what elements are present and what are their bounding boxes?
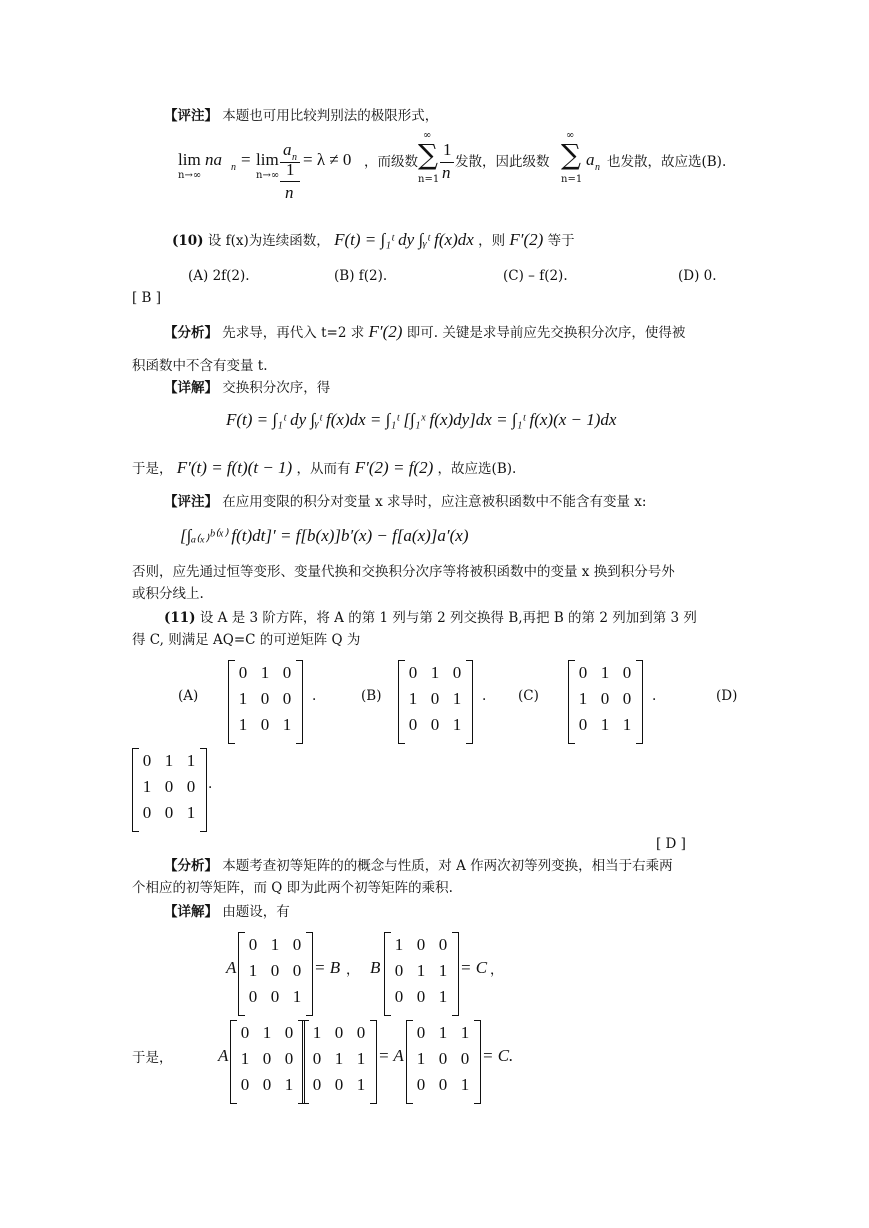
matrix-cell: 0 (142, 803, 152, 822)
matrix-cell: 1 (292, 987, 302, 1006)
q11-option-a-matrix (228, 660, 304, 742)
matrix-cell: 0 (164, 777, 174, 796)
mid-text-2: 发散，因此级数 (455, 154, 550, 170)
q11-option-c-label: (C) (518, 688, 539, 704)
detail11-A1: A (226, 958, 237, 977)
detail10-text2: 于是， (132, 461, 173, 477)
detail10-heading (164, 378, 330, 398)
detail11-B: B (370, 958, 381, 977)
matrix-cell: 0 (238, 663, 248, 682)
q11-number: (11) (164, 610, 196, 626)
q11-option-d-matrix (132, 748, 208, 830)
matrix-cell: 1 (142, 777, 152, 796)
matrix-cell: 0 (408, 663, 418, 682)
matrix-cell: 0 (262, 1075, 272, 1094)
matrix-cell: 0 (164, 803, 174, 822)
q10-option-b: (B) f(2). (334, 268, 388, 284)
remark-tag: 【评注】 (164, 108, 218, 124)
matrix-cell: 1 (260, 663, 270, 682)
remark10-text2: 否则，应先通过恒等变形、变量代换和交换积分次序等将被积函数中的变量 x 换到积分号外 (132, 564, 675, 580)
lim-sub-1: n→∞ (178, 170, 202, 181)
na-sub: n (231, 162, 236, 173)
matrix-cell: 0 (284, 1023, 294, 1042)
matrix-cell: 1 (578, 689, 588, 708)
analysis11-text1: 本题考查初等矩阵的的概念与性质，对 A 作两次初等列变换，相当于右乘两 (222, 858, 673, 874)
matrix-cell: 1 (438, 987, 448, 1006)
matrix-cell: 0 (240, 1075, 250, 1094)
matrix-cell: 1 (284, 1075, 294, 1094)
matrix-cell: 0 (292, 961, 302, 980)
detail11-A2: A (218, 1046, 229, 1065)
sum1-frac-n: n (442, 163, 451, 182)
matrix-cell: 1 (238, 689, 248, 708)
detail11-matrix1 (238, 932, 314, 1014)
q11-option-c-dot: . (652, 688, 657, 704)
matrix-cell: 0 (292, 935, 302, 954)
q11-option-c-matrix (568, 660, 644, 742)
analysis10-line2: 积函数中不含有变量 t. (132, 358, 268, 374)
matrix-cell: 1 (164, 751, 174, 770)
matrix-cell: 1 (438, 961, 448, 980)
analysis10-text1: 先求导，再代入 t=2 求 (222, 325, 365, 341)
q10-text2: ，则 (478, 233, 506, 249)
q11-text1: 设 A 是 3 阶方阵，将 A 的第 1 列与第 2 列交换得 B,再把 B 的第 2 列加到第 3 列 (199, 610, 697, 626)
q10-option-c: (C) – f(2). (503, 268, 568, 284)
q10-option-a: (A) 2f(2). (188, 268, 250, 284)
matrix-cell: 1 (600, 715, 610, 734)
matrix-cell: 0 (416, 987, 426, 1006)
sum1-bot: n=1 (418, 174, 440, 185)
q10-option-d: (D) 0. (678, 268, 717, 284)
detail10-formula3: F′(2) = f(2) (354, 458, 434, 477)
remark10-text: 在应用变限的积分对变量 x 求导时，应注意被积函数中不能含有变量 x: (222, 494, 647, 510)
sum2-sigma: ∑ (561, 138, 581, 171)
matrix-cell: 0 (578, 663, 588, 682)
matrix-cell: 0 (142, 751, 152, 770)
matrix-cell: 0 (394, 987, 404, 1006)
remark10-heading (164, 492, 646, 512)
matrix-cell: 0 (416, 935, 426, 954)
matrix-cell: 1 (438, 1023, 448, 1042)
detail11-matrix2 (384, 932, 460, 1014)
remark10-tag: 【评注】 (164, 494, 218, 510)
matrix-cell: 0 (282, 689, 292, 708)
analysis11-line2: 个相应的初等矩阵，而 Q 即为此两个初等矩阵的乘积. (132, 880, 453, 896)
detail11-eqC: = C (460, 958, 488, 977)
matrix-cell: 1 (430, 663, 440, 682)
matrix-cell: 1 (312, 1023, 322, 1042)
remark-heading (164, 106, 438, 126)
matrix-cell: 1 (282, 715, 292, 734)
na-term: na (205, 150, 222, 169)
frac-n: n (285, 183, 294, 202)
q11-option-d-dot: . (208, 776, 213, 792)
detail11-heading (164, 902, 290, 922)
frac-bar-2 (280, 181, 300, 182)
q11-option-a-dot: . (312, 688, 317, 704)
detail10-text4: ，故应选(B). (437, 461, 517, 477)
q11-line1 (164, 608, 697, 628)
detail10-formula: F(t) = ∫₁ᵗ dy ∫ᵧᵗ f(x)dx = ∫₁ᵗ [∫₁ˣ f(x)dy]dx = ∫₁ᵗ f(x)(x − 1)dx (226, 410, 617, 429)
matrix-cell: 0 (260, 689, 270, 708)
sum2-an: a (586, 150, 595, 169)
matrix-cell: 1 (416, 961, 426, 980)
detail11-matrix5 (406, 1020, 482, 1102)
matrix-cell: 1 (262, 1023, 272, 1042)
detail10-conclusion (132, 458, 516, 479)
matrix-cell: 0 (186, 777, 196, 796)
matrix-cell: 0 (240, 1023, 250, 1042)
q10-answer: [ B ] (132, 290, 162, 306)
matrix-cell: 0 (356, 1023, 366, 1042)
lambda-part: = λ ≠ 0 (303, 150, 352, 169)
matrix-cell: 1 (270, 935, 280, 954)
q11-option-a-label: (A) (178, 688, 199, 704)
detail10-text3: ，从而有 (296, 461, 351, 477)
analysis10-line1 (164, 322, 685, 343)
matrix-cell: 0 (600, 689, 610, 708)
matrix-cell: 1 (460, 1075, 470, 1094)
q11-option-b-label: (B) (361, 688, 382, 704)
matrix-cell: 1 (334, 1049, 344, 1068)
frac-one: 1 (286, 160, 295, 179)
matrix-cell: 0 (334, 1023, 344, 1042)
matrix-cell: 0 (430, 689, 440, 708)
matrix-cell: 0 (622, 663, 632, 682)
frac-an: a (283, 140, 292, 159)
analysis10-formula: F′(2) (368, 322, 403, 341)
remark-text: 本题也可用比较判别法的极限形式， (222, 108, 439, 124)
matrix-cell: 0 (438, 1075, 448, 1094)
matrix-cell: 0 (282, 663, 292, 682)
matrix-cell: 0 (622, 689, 632, 708)
matrix-cell: 0 (334, 1075, 344, 1094)
matrix-cell: 1 (186, 803, 196, 822)
matrix-cell: 1 (356, 1049, 366, 1068)
matrix-cell: 0 (248, 987, 258, 1006)
matrix-cell: 0 (312, 1075, 322, 1094)
frac-an-sub: n (292, 152, 297, 163)
q11-line2: 得 C, 则满足 AQ=C 的可逆矩阵 Q 为 (132, 632, 361, 648)
sum2-top: ∞ (566, 130, 575, 141)
matrix-cell: 0 (248, 935, 258, 954)
matrix-cell: 1 (622, 715, 632, 734)
matrix-cell: 1 (452, 689, 462, 708)
matrix-cell: 0 (260, 715, 270, 734)
detail11-yushi: 于是， (132, 1050, 173, 1066)
matrix-cell: 0 (394, 961, 404, 980)
analysis10-tag: 【分析】 (164, 325, 218, 341)
matrix-cell: 0 (578, 715, 588, 734)
q11-option-b-dot: . (482, 688, 487, 704)
detail11-comma1: ， (346, 962, 360, 978)
q10-formula2: F′(2) (509, 230, 544, 249)
q11-option-d-label: (D) (716, 688, 738, 704)
matrix-cell: 0 (438, 935, 448, 954)
detail11-eqC2: = C. (482, 1046, 514, 1065)
matrix-cell: 1 (460, 1023, 470, 1042)
matrix-cell: 1 (416, 1049, 426, 1068)
sum2-an-sub: n (595, 162, 600, 173)
matrix-cell: 0 (416, 1023, 426, 1042)
q11-option-b-matrix (398, 660, 474, 742)
q10-text1: 设 f(x)为连续函数， (207, 233, 330, 249)
matrix-cell: 0 (460, 1049, 470, 1068)
matrix-cell: 0 (430, 715, 440, 734)
q10-text3: 等于 (547, 233, 575, 249)
tail-text: 也发散，故应选(B). (607, 154, 727, 170)
detail11-tag: 【详解】 (164, 904, 218, 920)
matrix-cell: 0 (452, 663, 462, 682)
q10-stem (172, 230, 575, 251)
analysis11-tag: 【分析】 (164, 858, 218, 874)
matrix-cell: 1 (452, 715, 462, 734)
matrix-cell: 1 (600, 663, 610, 682)
sum1-top: ∞ (423, 130, 432, 141)
detail11-text: 由题设，有 (222, 904, 290, 920)
detail10-formula2: F′(t) = f(t)(t − 1) (176, 458, 293, 477)
matrix-cell: 0 (416, 1075, 426, 1094)
analysis10-text2: 即可. 关键是求导前应先交换积分次序，使得被 (406, 325, 686, 341)
matrix-cell: 1 (248, 961, 258, 980)
matrix-cell: 0 (284, 1049, 294, 1068)
lim-1: lim (178, 150, 201, 169)
detail11-eqA: = A (378, 1046, 404, 1065)
q10-number: (10) (172, 233, 204, 249)
q10-formula: F(t) = ∫₁ᵗ dy ∫ᵧᵗ f(x)dx (334, 230, 474, 249)
remark10-formula: [∫ₐ₍ₓ₎ᵇ⁽ˣ⁾ f(t)dt]′ = f[b(x)]b′(x) − f[a(x)]a′(x) (180, 526, 469, 545)
sum1-sigma: ∑ (418, 138, 438, 171)
matrix-cell: 1 (356, 1075, 366, 1094)
matrix-cell: 0 (312, 1049, 322, 1068)
detail11-matrix3 (230, 1020, 306, 1102)
eq-sign-1: = (241, 150, 251, 169)
matrix-cell: 0 (438, 1049, 448, 1068)
matrix-cell: 1 (238, 715, 248, 734)
q11-answer: [ D ] (656, 836, 686, 852)
lim-2: lim (256, 150, 279, 169)
detail11-comma2: ， (490, 962, 504, 978)
matrix-cell: 0 (408, 715, 418, 734)
matrix-cell: 1 (186, 751, 196, 770)
matrix-cell: 0 (270, 961, 280, 980)
remark10-text3: 或积分线上. (132, 586, 204, 602)
matrix-cell: 1 (394, 935, 404, 954)
analysis11-line1 (164, 856, 673, 876)
matrix-cell: 1 (240, 1049, 250, 1068)
detail11-eqB: = B (314, 958, 341, 977)
mid-text-1: ，而级数 (364, 154, 418, 170)
detail10-tag: 【详解】 (164, 380, 218, 396)
matrix-cell: 0 (262, 1049, 272, 1068)
matrix-cell: 1 (408, 689, 418, 708)
lim-sub-2: n→∞ (256, 170, 280, 181)
sum1-frac-one: 1 (443, 140, 452, 159)
matrix-cell: 0 (270, 987, 280, 1006)
sum2-bot: n=1 (561, 174, 583, 185)
detail11-matrix4 (302, 1020, 378, 1102)
detail10-text: 交换积分次序，得 (222, 380, 331, 396)
